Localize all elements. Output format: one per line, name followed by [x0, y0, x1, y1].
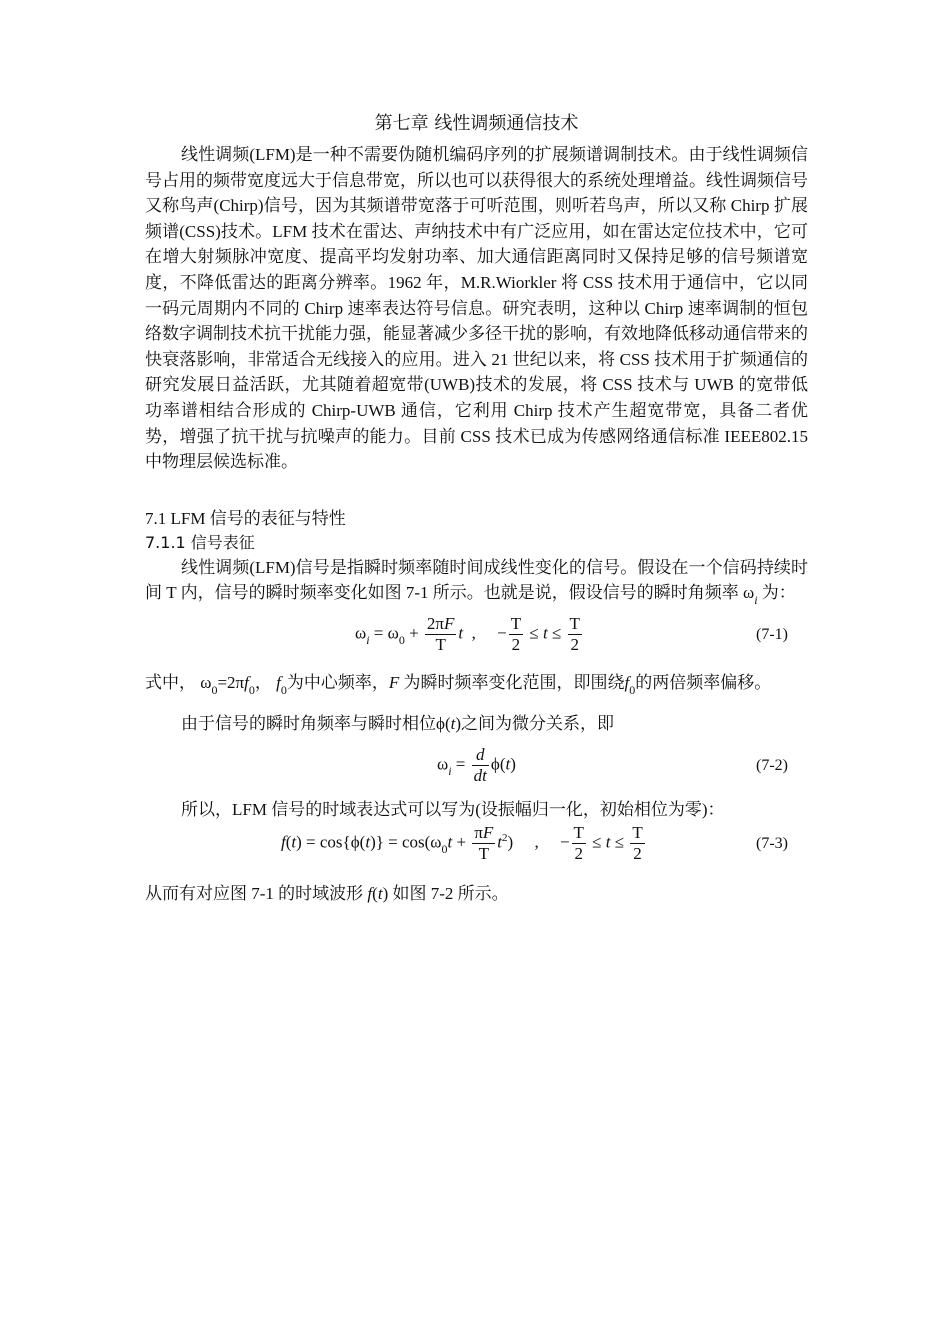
equation-number: (7-3) [756, 834, 788, 852]
equation-7-3: $f(t) = \cos\{\phi(t)\} = \cos(\omega_0t$ + $\frac{\pi F}{T}$ $t^2$) , − $\frac{T}{2}$ ≤ t ≤ $\frac{T}{2}$ (7-3) [281, 822, 788, 863]
paragraph-2: 式中， $\omega_0=2\pi f_0$， $f_0$为中心频率，F 为瞬时频率变化范围，即围绕$f_0$的两倍频率偏移。 [145, 672, 772, 697]
paragraph-1: 线性调频(LFM)信号是指瞬时频率随时间成线性变化的信号。假设在一个信码持续时间 T 内，信号的瞬时频率变化如图 7-1 所示。也就是说，假设信号的瞬时角频率 $\omega_i$ 为： [145, 557, 808, 608]
paragraph-4: 所以，LFM 信号的时域表达式可以写为(设振幅归一化，初始相位为零)： [181, 799, 725, 819]
chapter-title: 第七章 线性调频通信技术 [374, 113, 579, 134]
paragraph-3: 由于信号的瞬时角频率与瞬时相位ϕ(t)之间为微分关系，即 [181, 713, 615, 733]
intro-paragraph: 线性调频(LFM)是一种不需要伪随机编码序列的扩展频谱调制技术。由于线性调频信号占用的频带宽度远大于信息带宽，所以也可以获得很大的系统处理增益。线性调频信号又称鸟声(Chirp)信号，因为其频谱带宽落于可听范围，则听若鸟声，所以又称 Chirp 扩展频谱(CSS)技术。LFM 技术在雷达、声纳技术中有广泛应用，如在雷达定位技术中，它可在增大射频脉冲宽度、提高平均发射功率、加大通信距离同时又保持足够的信号频谱宽度，不降低雷达的距离分辨率。1962 年，M.R.Wiorkler 将 CSS 技术用于通信中，它以同一码元周期内不同的 Chirp 速率表达符号信息。研究表明，这种以 Chirp 速率调制的恒包络数字调制技术抗干扰能力强，能显著减少多径干扰的影响，有效地降低移动通信带来的快衰落影响，非常适合无线接入的应用。进入 21 世纪以来，将 CSS 技术用于扩频通信的研究发展日益活跃，尤其随着超宽带(UWB)技术的发展，将 CSS 技术与 UWB 的宽带低功率谱相结合形成的 Chirp-UWB 通信，它利用 Chirp 技术产生超宽带宽，具备二者优势，增强了抗干扰与抗噪声的能力。目前 CSS 技术已成为传感网络通信标准 IEEE802.15 中物理层候选标准。 [145, 145, 808, 472]
document-page [145, 112, 808, 911]
section-heading: 7.1 LFM 信号的表征与特性 [145, 508, 346, 528]
subsection-heading: 7.1.1 信号表征 [145, 532, 255, 552]
equation-number: (7-1) [756, 625, 788, 643]
paragraph-5: 从而有对应图 7-1 的时域波形 f(t) 如图 7-2 所示。 [145, 883, 509, 903]
equation-7-2: $\omega_i$ = $\frac{d}{dt}$ ϕ(t) (7-2) [437, 744, 788, 785]
equation-7-1: $\omega_i = \omega_0$ + $\frac{2\pi F}{T}$ t , − $\frac{T}{2}$ ≤ t ≤ $\frac{T}{2}$ (7-1) [355, 613, 788, 654]
equation-number: (7-2) [756, 756, 788, 774]
